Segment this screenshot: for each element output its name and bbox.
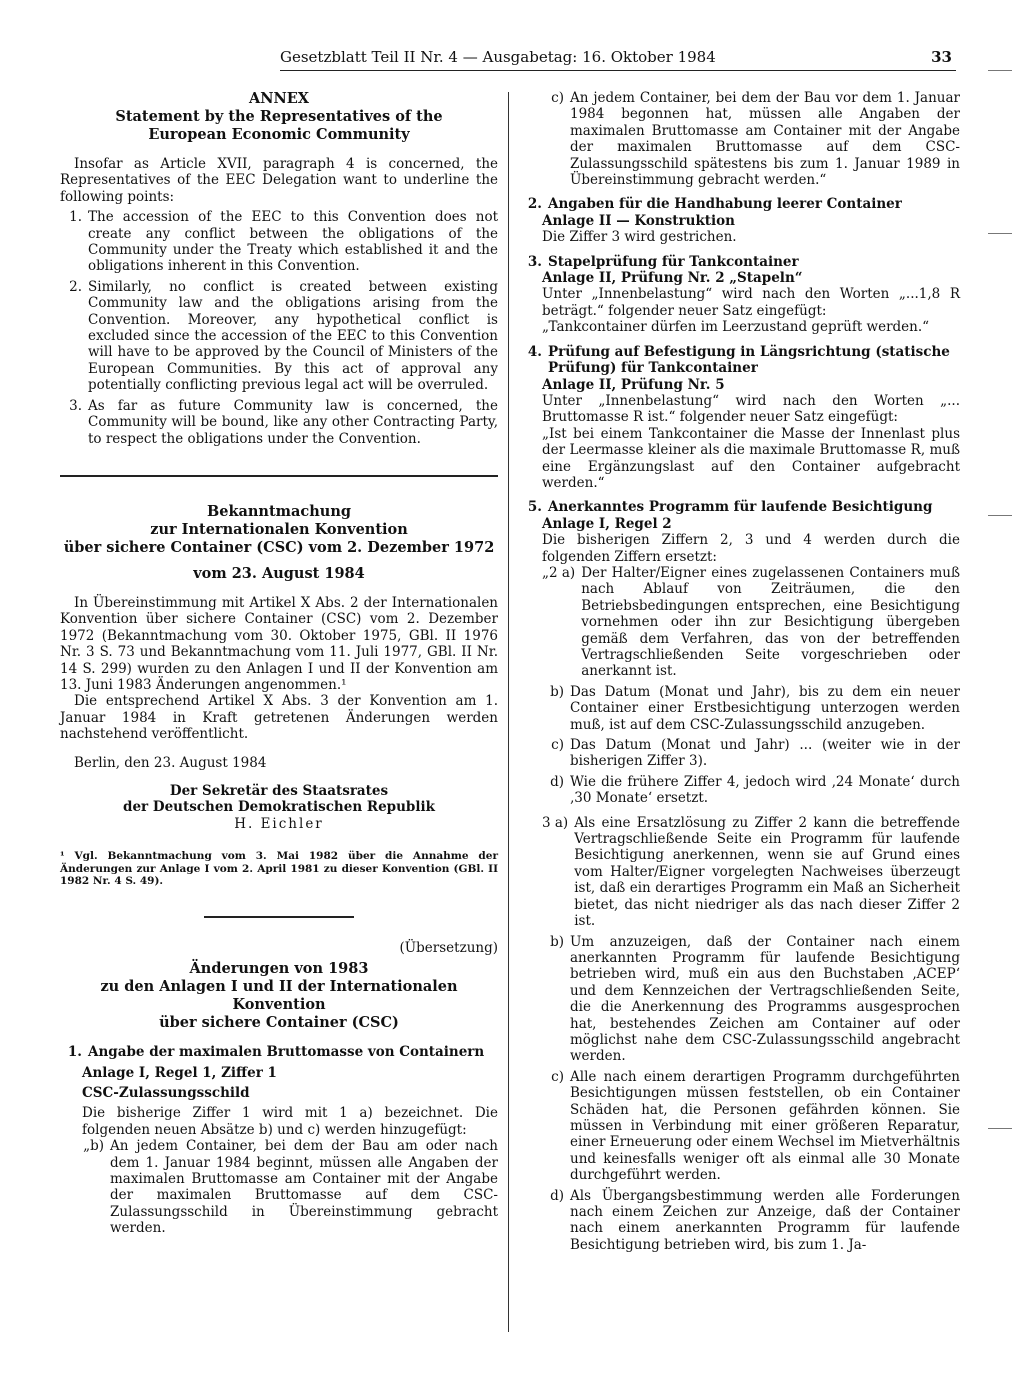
notice-title-1: Bekanntmachung <box>206 502 352 520</box>
section-5-item <box>520 684 960 733</box>
item-number: „b) <box>83 1138 104 1155</box>
page-number: 33 <box>931 48 952 66</box>
section-heading-text: Anerkanntes Programm für laufende Besichtigung <box>548 499 933 516</box>
section-5-item <box>520 774 960 807</box>
section-3-text: Unter „Innenbelastung“ wird nach den Worten „...1,8 R beträgt.“ folgender neuer Satz eingefügt: <box>542 286 960 319</box>
annex-point <box>60 279 498 394</box>
annex-point-number: 2. <box>69 278 82 295</box>
section-2-heading <box>520 196 960 212</box>
section-4-text: Unter „Innenbelastung“ wird nach den Worten „... Bruttomasse R ist.“ folgender neuer Satz eingefügt: <box>542 392 960 426</box>
item-text: An jedem Container, bei dem der Bau vor dem 1. Januar 1984 begonnen hat, müssen alle Angaben der maximalen Bruttomasse am Container mit der Angabe der maximalen Bruttomasse auf dem CSC-Zulassungsschild spätestens bis zum 1. Januar 1989 in Übereinstimmung gebracht werden.“ <box>570 90 960 189</box>
section-heading-text: Angaben für die Handhabung leerer Container <box>548 196 902 213</box>
annex-subtitle-2: European Economic Community <box>148 126 410 143</box>
section-1-text: Die bisherige Ziffer 1 wird mit 1 a) bezeichnet. Die folgenden neuen Absätze b) und c) werden hinzugefügt: <box>82 1105 498 1138</box>
section-1-sub-2: CSC-Zulassungsschild <box>82 1084 250 1101</box>
item-number: c) <box>551 1068 564 1085</box>
section-divider-short <box>204 916 354 918</box>
item-text: Das Datum (Monat und Jahr), bis zu dem ein neuer Container einer Erstbesichtigung unterzogen werden muß, ist auf dem CSC-Zulassungsschild anzugeben. <box>570 683 960 733</box>
column-divider <box>508 92 509 1332</box>
section-5-sub: Anlage I, Regel 2 <box>542 515 672 532</box>
section-4-heading <box>520 344 960 377</box>
signer-name: H. Eichler <box>234 815 324 832</box>
section-1-item-b <box>60 1138 498 1236</box>
signer-title-1: Der Sekretär des Staatsrates <box>169 782 389 799</box>
section-number: 2. <box>527 196 542 213</box>
section-3-quote: „Tankcontainer dürfen im Leerzustand geprüft werden.“ <box>542 319 930 336</box>
annex-point-text: Similarly, no conflict is created between existing Community law and the obligations arising from the Convention. Moreover, any hypothetical conflict is excluded since the accession of the EEC to this Convention will have to be approved by the Council of Ministers of the European Communities. By this act of approval any potentially conflicting previous legal act will be overruled. <box>88 278 498 394</box>
annex-point-text: The accession of the EEC to this Convention does not create any conflict between the obligations of the Community under the Treaty which established it and the obligations inherent in this Convention. <box>88 209 498 275</box>
section-5-item <box>520 1188 960 1254</box>
item-number: c) <box>551 90 564 106</box>
item-number: d) <box>550 1187 564 1204</box>
footnote: ¹ Vgl. Bekanntmachung vom 3. Mai 1982 über die Annahme der Änderungen zur Anlage I vom 2. April 1981 zu dieser Konvention (GBl. II 1982 Nr. 4 S. 49). <box>60 850 498 888</box>
section-2-sub: Anlage II — Konstruktion <box>542 212 735 229</box>
section-5-item <box>520 1069 960 1184</box>
margin-mark <box>988 515 1012 516</box>
section-heading-text: Prüfung auf Befestigung in Längsrichtung (statische Prüfung) für Tankcontainer <box>548 343 950 377</box>
section-number: 1. <box>67 1044 82 1061</box>
running-header <box>280 48 960 68</box>
section-1-heading <box>60 1044 498 1060</box>
margin-mark <box>988 70 1012 71</box>
translation-title-3: über sichere Container (CSC) <box>159 1014 399 1032</box>
notice-title-2: zur Internationalen Konvention <box>150 520 408 538</box>
margin-mark <box>988 1128 1012 1129</box>
item-number: c) <box>551 737 564 754</box>
notice-date-title: vom 23. August 1984 <box>193 564 365 582</box>
running-title: Gesetzblatt Teil II Nr. 4 — Ausgabetag: 16. Oktober 1984 <box>280 48 716 66</box>
section-5-item <box>520 934 960 1065</box>
section-5-item <box>520 565 960 680</box>
left-column <box>60 90 498 1237</box>
section-number: 3. <box>527 253 542 270</box>
notice-paragraph-1: In Übereinstimmung mit Artikel X Abs. 2 der Internationalen Konvention über sichere Container (CSC) vom 2. Dezember 1972 (Bekanntmachung vom 30. Oktober 1975, GBl. II 1976 Nr. 3 S. 73 und Bekanntmachung vom 11. Juli 1977, GBl. II Nr. 14 S. 299) wurden zu den Anlagen I und II der Konvention am 13. Juni 1983 Änderungen angenommen.¹ <box>60 594 498 693</box>
annex-point-text: As far as future Community law is concerned, the Community will be bound, like any other Contracting Party, to respect the obligations under the Convention. <box>88 397 498 447</box>
annex-subtitle-1: Statement by the Representatives of the <box>115 108 443 125</box>
signer-title-2: der Deutschen Demokratischen Republik <box>123 799 435 816</box>
notice-place-date: Berlin, den 23. August 1984 <box>74 754 267 771</box>
item-text: Als eine Ersatzlösung zu Ziffer 2 kann die betreffende Vertragschließende Seite ein Programm für laufende Besichtigung anerkennen, wenn sie auf Grund eines vom Halter/Eigner vorgelegten Nachweises überzeugt ist, daß ein derartiges Programm ein Maß an Sicherheit bietet, das nicht niedriger als das nach dieser Ziffer 2 ist. <box>574 814 960 930</box>
item-text: Um anzuzeigen, daß der Container nach einem anerkannten Programm für laufende Besichtigung betrieben wird, muß ein aus den Buchstaben ‚ACEP‘ und dem Kennzeichen der Vertragschließenden Seite, die die Anerkennung des Programms ausgesprochen hat, bestehendes Zeichen am Container auf oder möglichst nahe dem CSC-Zulassungsschild angebracht werden. <box>570 933 960 1065</box>
annex-point <box>60 209 498 275</box>
section-4-sub: Anlage II, Prüfung Nr. 5 <box>542 376 725 393</box>
translation-title-1: Änderungen von 1983 <box>189 960 369 978</box>
item-text: Der Halter/Eigner eines zugelassenen Containers muß nach Ablauf von Zeiträumen, die den Betriebsbedingungen entsprechen, eine Besichtigung vornehmen oder ihn zur Besichtigung übergeben gemäß dem Verfahren, das von der betreffenden Vertragschließenden Seite vorgeschrieben oder anerkannt ist. <box>581 564 960 680</box>
item-text: Alle nach einem derartigen Programm durchgeführten Besichtigungen müssen feststellen, ob ein Container Schäden hat, die Personen gefährden können. Sie müssen in Verbindung mit einer größeren Reparatur, einer Erneuerung oder einem Wechsel im Mietverhältnis und keinesfalls weniger oft als einmal alle 30 Monate durchgeführt werden. <box>570 1068 960 1184</box>
section-heading-text: Angabe der maximalen Bruttomasse von Containern <box>88 1044 485 1061</box>
section-5-item <box>520 815 960 930</box>
item-text: Wie die frühere Ziffer 4, jedoch wird ‚24 Monate‘ durch ‚30 Monate‘ ersetzt. <box>570 773 960 807</box>
annex-intro: Insofar as Article XVII, paragraph 4 is concerned, the Representatives of the EEC Delegation want to underline the following points: <box>60 156 498 205</box>
item-number: d) <box>550 773 564 790</box>
item-text: An jedem Container, bei dem der Bau am oder nach dem 1. Januar 1984 beginnt, müssen alle Angaben der maximalen Bruttomasse am Container mit der Angabe der maximalen Bruttomasse auf dem CSC-Zulassungsschild in Übereinstimmung gebracht werden. <box>110 1138 498 1237</box>
notice-title-3: über sichere Container (CSC) vom 2. Dezember 1972 <box>63 538 495 556</box>
header-rule <box>280 70 956 71</box>
section-2-text: Die Ziffer 3 wird gestrichen. <box>542 229 737 246</box>
item-number: b) <box>550 683 564 700</box>
annex-point-number: 1. <box>69 209 82 226</box>
item-number: 3 a) <box>542 814 569 831</box>
translation-title-2: zu den Anlagen I und II der Internationalen Konvention <box>100 978 458 1014</box>
item-number: b) <box>550 933 564 950</box>
item-text: Als Übergangsbestimmung werden alle Forderungen nach einem Zeichen zur Anzeige, daß der Container nach einem anerkannten Programm für laufende Besichtigung betrieben wird, bis zum 1. Ja- <box>570 1187 960 1253</box>
section-1-item-c <box>520 90 960 188</box>
section-1-sub-1: Anlage I, Regel 1, Ziffer 1 <box>82 1064 277 1081</box>
section-number: 4. <box>527 343 542 360</box>
annex-title: ANNEX <box>248 90 310 107</box>
section-4-quote: „Ist bei einem Tankcontainer die Masse der Innenlast plus der Leermasse kleiner als die maximale Bruttomasse R, muß eine Ergänzungslast auf den Container aufgebracht werden.“ <box>542 425 960 491</box>
section-3-heading <box>520 254 960 270</box>
item-text: Das Datum (Monat und Jahr) ... (weiter wie in der bisherigen Ziffer 3). <box>570 737 960 770</box>
section-5-text: Die bisherigen Ziffern 2, 3 und 4 werden durch die folgenden Ziffern ersetzt: <box>542 532 960 565</box>
translation-label: (Übersetzung) <box>399 939 498 956</box>
margin-mark <box>988 233 1012 234</box>
section-5-heading <box>520 499 960 515</box>
section-divider <box>60 475 498 477</box>
notice-paragraph-2: Die entsprechend Artikel X Abs. 3 der Konvention am 1. Januar 1984 in Kraft getretenen Änderungen werden nachstehend veröffentlicht. <box>60 693 498 743</box>
annex-point <box>60 398 498 447</box>
section-3-sub: Anlage II, Prüfung Nr. 2 „Stapeln“ <box>542 270 803 287</box>
item-number: „2 a) <box>542 564 576 581</box>
section-number: 5. <box>527 499 542 516</box>
right-column <box>520 90 960 1253</box>
section-heading-text: Stapelprüfung für Tankcontainer <box>548 253 799 270</box>
annex-point-number: 3. <box>69 397 82 414</box>
section-5-item <box>520 737 960 770</box>
